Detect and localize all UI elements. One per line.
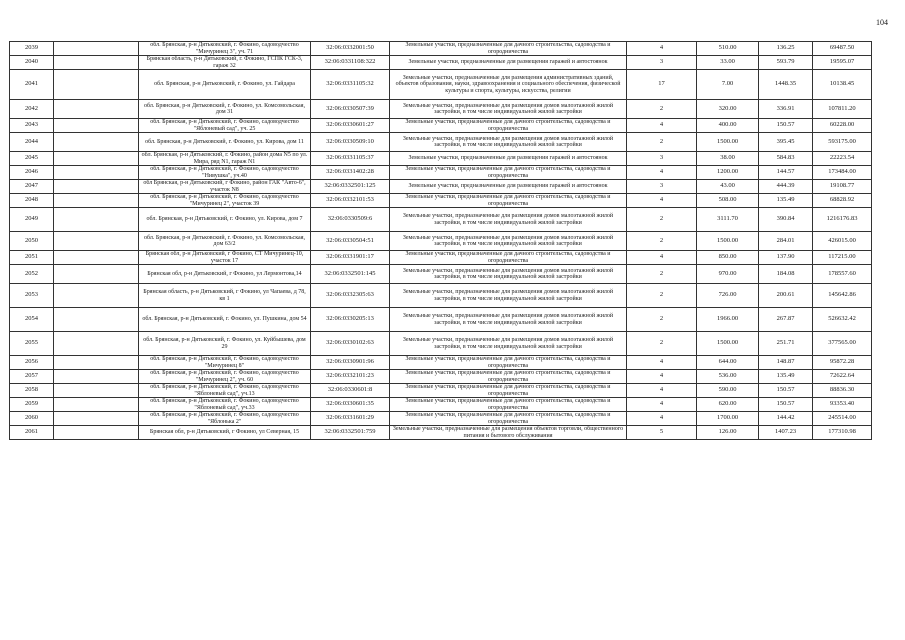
- table-row: [10, 152, 872, 166]
- blank-cell: [54, 251, 139, 265]
- blank-cell: [54, 56, 139, 70]
- unit-value-cell: 150.57: [759, 398, 813, 412]
- blank-cell: [54, 412, 139, 426]
- group-number-cell: 4: [627, 370, 697, 384]
- cadastral-value-cell: 145642.86: [813, 284, 872, 308]
- land-use-purpose-cell: Земельные участки, предназначенные для дачного строительства, садоводства и огородничества: [390, 370, 627, 384]
- cadastral-number-cell: 32:06:0330507:39: [311, 100, 390, 119]
- row-number-cell: 2047: [10, 180, 54, 194]
- cadastral-number-cell: 32:06:0330601:35: [311, 398, 390, 412]
- cadastral-value-cell: 173484.00: [813, 166, 872, 180]
- cadastral-value-cell: 107811.20: [813, 100, 872, 119]
- cadastral-number-cell: 32:06:0331601:29: [311, 412, 390, 426]
- address-cell: Брянская обл, р-н Дятьковский, г Фокино, СТ Мичуринец-10, участок 17: [139, 251, 311, 265]
- land-use-purpose-cell: Земельные участки, предназначенные для размещения домов малоэтажной жилой застройки, в том числе индивидуальной жилой застройки: [390, 308, 627, 332]
- row-number-cell: 2052: [10, 265, 54, 284]
- blank-cell: [54, 133, 139, 152]
- area-cell: 590.00: [697, 384, 759, 398]
- land-use-purpose-cell: Земельные участки, предназначенные для дачного строительства, садоводства и огородничества: [390, 166, 627, 180]
- row-number-cell: 2046: [10, 166, 54, 180]
- row-number-cell: 2056: [10, 356, 54, 370]
- address-cell: обл. Брянская, р-н Дятьковский, г. Фокино, ул. Комсомольская, дом 63/2: [139, 232, 311, 251]
- row-number-cell: 2049: [10, 208, 54, 232]
- row-number-cell: 2058: [10, 384, 54, 398]
- blank-cell: [54, 208, 139, 232]
- cadastral-number-cell: 32:06:0332501:125: [311, 180, 390, 194]
- table-row: [10, 166, 872, 180]
- address-cell: обл Брянская, р-н Дятьковский, г Фокино, район ГАК "Авто-6", участок N8: [139, 180, 311, 194]
- cadastral-value-cell: 117215.00: [813, 251, 872, 265]
- table-row: [10, 332, 872, 356]
- row-number-cell: 2053: [10, 284, 54, 308]
- unit-value-cell: 584.83: [759, 152, 813, 166]
- address-cell: обл. Брянская, р-н Дятьковский, г. Фокино, садоводчество "Яблоневый сад", уч.33: [139, 398, 311, 412]
- cadastral-value-cell: 19108.77: [813, 180, 872, 194]
- table-row: [10, 194, 872, 208]
- blank-cell: [54, 100, 139, 119]
- table-row: [10, 426, 872, 440]
- table-row: [10, 265, 872, 284]
- group-number-cell: 2: [627, 308, 697, 332]
- unit-value-cell: 150.57: [759, 384, 813, 398]
- cadastral-number-cell: 32:06:0330601:8: [311, 384, 390, 398]
- row-number-cell: 2041: [10, 70, 54, 100]
- cadastral-value-cell: 88836.30: [813, 384, 872, 398]
- group-number-cell: 2: [627, 265, 697, 284]
- unit-value-cell: 137.90: [759, 251, 813, 265]
- group-number-cell: 3: [627, 152, 697, 166]
- area-cell: 1966.00: [697, 308, 759, 332]
- blank-cell: [54, 384, 139, 398]
- cadastral-number-cell: 32:06:0330504:51: [311, 232, 390, 251]
- cadastral-number-cell: 32:06:0332101:23: [311, 370, 390, 384]
- land-use-purpose-cell: Земельные участки, предназначенные для дачного строительства, садоводства и огородничества: [390, 356, 627, 370]
- unit-value-cell: 1407.23: [759, 426, 813, 440]
- land-use-purpose-cell: Земельные участки, предназначенные для размещения домов малоэтажной жилой застройки, в том числе индивидуальной жилой застройки: [390, 265, 627, 284]
- cadastral-value-cell: 377565.00: [813, 332, 872, 356]
- cadastral-number-cell: 32:06:0331901:17: [311, 251, 390, 265]
- blank-cell: [54, 194, 139, 208]
- group-number-cell: 3: [627, 180, 697, 194]
- row-number-cell: 2059: [10, 398, 54, 412]
- cadastral-value-cell: 526632.42: [813, 308, 872, 332]
- row-number-cell: 2055: [10, 332, 54, 356]
- area-cell: 1200.00: [697, 166, 759, 180]
- group-number-cell: 4: [627, 398, 697, 412]
- table-row: [10, 180, 872, 194]
- group-number-cell: 4: [627, 119, 697, 133]
- table-row: [10, 119, 872, 133]
- land-use-purpose-cell: Земельные участки, предназначенные для дачного строительства, садоводства и огородничества: [390, 42, 627, 56]
- row-number-cell: 2040: [10, 56, 54, 70]
- table-row: [10, 384, 872, 398]
- blank-cell: [54, 180, 139, 194]
- group-number-cell: 2: [627, 232, 697, 251]
- cadastral-number-cell: 32:06:0330601:27: [311, 119, 390, 133]
- unit-value-cell: 267.87: [759, 308, 813, 332]
- cadastral-value-cell: 69487.50: [813, 42, 872, 56]
- area-cell: 320.00: [697, 100, 759, 119]
- cadastral-number-cell: 32:06:0332305:63: [311, 284, 390, 308]
- table-row: [10, 284, 872, 308]
- unit-value-cell: 135.49: [759, 194, 813, 208]
- unit-value-cell: 148.87: [759, 356, 813, 370]
- table-row: [10, 308, 872, 332]
- group-number-cell: 2: [627, 100, 697, 119]
- table-row: [10, 356, 872, 370]
- address-cell: обл. Брянская, р-н Дятьковский, г. Фокино, ул. Гайдара: [139, 70, 311, 100]
- cadastral-number-cell: 32:06:0331105:37: [311, 152, 390, 166]
- table-row: [10, 133, 872, 152]
- cadastral-value-cell: 426015.00: [813, 232, 872, 251]
- group-number-cell: 2: [627, 332, 697, 356]
- area-cell: 1500.00: [697, 232, 759, 251]
- land-use-purpose-cell: Земельные участки, предназначенные для дачного строительства, садоводства и огородничества: [390, 251, 627, 265]
- blank-cell: [54, 370, 139, 384]
- address-cell: Брянская обл, р-н Дятьковский, г Фокино, ул Северная, 15: [139, 426, 311, 440]
- land-use-purpose-cell: Земельные участки, предназначенные для размещения домов малоэтажной жилой застройки, в том числе индивидуальной жилой застройки: [390, 133, 627, 152]
- table-row: [10, 370, 872, 384]
- area-cell: 644.00: [697, 356, 759, 370]
- area-cell: 850.00: [697, 251, 759, 265]
- cadastral-value-cell: 593175.00: [813, 133, 872, 152]
- row-number-cell: 2043: [10, 119, 54, 133]
- address-cell: обл. Брянская, р-н Дятьковский, г. Фокино, ул. Куйбышева, дом 29: [139, 332, 311, 356]
- row-number-cell: 2045: [10, 152, 54, 166]
- unit-value-cell: 336.91: [759, 100, 813, 119]
- row-number-cell: 2044: [10, 133, 54, 152]
- address-cell: Брянская область, р-н Дятьковский, г Фокино, ул Чапаева, д 78, кв 1: [139, 284, 311, 308]
- address-cell: обл. Брянская, р-н Дятьковский, г. Фокино, садоводчество "Яблоневый сад", уч.13: [139, 384, 311, 398]
- cadastral-number-cell: 32:06:0332501:145: [311, 265, 390, 284]
- unit-value-cell: 444.39: [759, 180, 813, 194]
- group-number-cell: 2: [627, 284, 697, 308]
- unit-value-cell: 135.49: [759, 370, 813, 384]
- cadastral-value-table: [9, 41, 872, 440]
- area-cell: 726.00: [697, 284, 759, 308]
- blank-cell: [54, 42, 139, 56]
- cadastral-value-cell: 177310.98: [813, 426, 872, 440]
- table-row: [10, 398, 872, 412]
- unit-value-cell: 150.57: [759, 119, 813, 133]
- land-use-purpose-cell: Земельные участки, предназначенные для размещения административных зданий, объектов образования, науки, здравоохранения и социального обеспечения, физической культуры и спорта, культуры, искусства, религии: [390, 70, 627, 100]
- land-use-purpose-cell: Земельные участки, предназначенные для размещения гаражей и автостоянок: [390, 180, 627, 194]
- cadastral-value-cell: 95872.28: [813, 356, 872, 370]
- area-cell: 1500.00: [697, 332, 759, 356]
- row-number-cell: 2039: [10, 42, 54, 56]
- unit-value-cell: 284.01: [759, 232, 813, 251]
- land-use-purpose-cell: Земельные участки, предназначенные для размещения домов малоэтажной жилой застройки, в том числе индивидуальной жилой застройки: [390, 100, 627, 119]
- land-use-purpose-cell: Земельные участки, предназначенные для размещения домов малоэтажной жилой застройки, в том числе индивидуальной жилой застройки: [390, 232, 627, 251]
- area-cell: 7.00: [697, 70, 759, 100]
- unit-value-cell: 390.84: [759, 208, 813, 232]
- row-number-cell: 2057: [10, 370, 54, 384]
- land-use-purpose-cell: Земельные участки, предназначенные для размещения гаражей и автостоянок: [390, 152, 627, 166]
- page-number: 104: [876, 18, 888, 27]
- cadastral-number-cell: 32:06:0331108:322: [311, 56, 390, 70]
- cadastral-value-cell: 72622.64: [813, 370, 872, 384]
- address-cell: обл. Брянская, р-н Дятьковский, г. Фокино, садоводчество "Яблонька 2": [139, 412, 311, 426]
- blank-cell: [54, 356, 139, 370]
- land-use-purpose-cell: Земельные участки, предназначенные для дачного строительства, садоводства и огородничества: [390, 119, 627, 133]
- cadastral-number-cell: 32:06:0330205:13: [311, 308, 390, 332]
- cadastral-value-cell: 60228.00: [813, 119, 872, 133]
- table-row: [10, 412, 872, 426]
- land-use-purpose-cell: Земельные участки, предназначенные для дачного строительства, садоводства и огородничества: [390, 194, 627, 208]
- address-cell: обл. Брянская, р-н Дятьковский, г. Фокино, садоводчество "Мичуринец 8": [139, 356, 311, 370]
- table-body: [10, 42, 872, 440]
- cadastral-number-cell: 32:06:0331105:32: [311, 70, 390, 100]
- unit-value-cell: 593.79: [759, 56, 813, 70]
- row-number-cell: 2048: [10, 194, 54, 208]
- land-use-purpose-cell: Земельные участки, предназначенные для размещения домов малоэтажной жилой застройки, в том числе индивидуальной жилой застройки: [390, 284, 627, 308]
- group-number-cell: 17: [627, 70, 697, 100]
- row-number-cell: 2050: [10, 232, 54, 251]
- row-number-cell: 2061: [10, 426, 54, 440]
- address-cell: обл. Брянская, р-н Дятьковский, г. Фокино, ул. Пушкина, дом 54: [139, 308, 311, 332]
- land-use-purpose-cell: Земельные участки, предназначенные для размещения гаражей и автостоянок: [390, 56, 627, 70]
- cadastral-number-cell: 32:06:0332001:50: [311, 42, 390, 56]
- cadastral-value-cell: 93353.40: [813, 398, 872, 412]
- area-cell: 38.00: [697, 152, 759, 166]
- blank-cell: [54, 398, 139, 412]
- unit-value-cell: 144.42: [759, 412, 813, 426]
- table-row: [10, 42, 872, 56]
- area-cell: 970.00: [697, 265, 759, 284]
- cadastral-number-cell: 32:06:0330509:10: [311, 133, 390, 152]
- area-cell: 3111.70: [697, 208, 759, 232]
- address-cell: обл. Брянская, р-н Дятьковский, г. Фокино, садоводчество "Мичуринец 2", уч. 60: [139, 370, 311, 384]
- blank-cell: [54, 426, 139, 440]
- row-number-cell: 2051: [10, 251, 54, 265]
- blank-cell: [54, 265, 139, 284]
- group-number-cell: 4: [627, 384, 697, 398]
- cadastral-number-cell: 32:06:0330901:96: [311, 356, 390, 370]
- land-use-purpose-cell: Земельные участки, предназначенные для дачного строительства, садоводства и огородничества: [390, 412, 627, 426]
- blank-cell: [54, 70, 139, 100]
- blank-cell: [54, 119, 139, 133]
- group-number-cell: 4: [627, 194, 697, 208]
- address-cell: обл. Брянская, р-н Дятьковский, г. Фокино, садоводчество "Мичуринец 2", участок 39: [139, 194, 311, 208]
- table-row: [10, 100, 872, 119]
- area-cell: 620.00: [697, 398, 759, 412]
- group-number-cell: 3: [627, 56, 697, 70]
- cadastral-number-cell: 32:06:0330509:6: [311, 208, 390, 232]
- table-row: [10, 56, 872, 70]
- group-number-cell: 5: [627, 426, 697, 440]
- row-number-cell: 2042: [10, 100, 54, 119]
- cadastral-value-cell: 10138.45: [813, 70, 872, 100]
- table-row: [10, 70, 872, 100]
- blank-cell: [54, 284, 139, 308]
- area-cell: 510.00: [697, 42, 759, 56]
- blank-cell: [54, 152, 139, 166]
- land-use-purpose-cell: Земельные участки, предназначенные для размещения домов малоэтажной жилой застройки, в том числе индивидуальной жилой застройки: [390, 332, 627, 356]
- unit-value-cell: 1448.35: [759, 70, 813, 100]
- cadastral-number-cell: 32:06:0332101:53: [311, 194, 390, 208]
- unit-value-cell: 251.71: [759, 332, 813, 356]
- unit-value-cell: 395.45: [759, 133, 813, 152]
- land-use-purpose-cell: Земельные участки, предназначенные для размещения объектов торговли, общественного питания и бытового обслуживания: [390, 426, 627, 440]
- area-cell: 1500.00: [697, 133, 759, 152]
- unit-value-cell: 144.57: [759, 166, 813, 180]
- table-row: [10, 232, 872, 251]
- cadastral-number-cell: 32:06:0330102:63: [311, 332, 390, 356]
- land-use-purpose-cell: Земельные участки, предназначенные для размещения домов малоэтажной жилой застройки, в том числе индивидуальной жилой застройки: [390, 208, 627, 232]
- group-number-cell: 4: [627, 412, 697, 426]
- area-cell: 536.00: [697, 370, 759, 384]
- unit-value-cell: 136.25: [759, 42, 813, 56]
- area-cell: 1700.00: [697, 412, 759, 426]
- area-cell: 400.00: [697, 119, 759, 133]
- group-number-cell: 2: [627, 133, 697, 152]
- cadastral-value-cell: 178557.60: [813, 265, 872, 284]
- group-number-cell: 4: [627, 251, 697, 265]
- cadastral-number-cell: 32:06:0332501:759: [311, 426, 390, 440]
- blank-cell: [54, 308, 139, 332]
- address-cell: Брянская обл, р-н Дятьковский, г Фокино, ул Лермонтова,14: [139, 265, 311, 284]
- unit-value-cell: 184.08: [759, 265, 813, 284]
- address-cell: обл. Брянская, р-н Дятьковский, г. Фокино, садоводчество "Мичуринец 3", уч. 71: [139, 42, 311, 56]
- cadastral-value-cell: 1216176.83: [813, 208, 872, 232]
- group-number-cell: 2: [627, 208, 697, 232]
- address-cell: обл. Брянская, р-н Дятьковский, г. Фокино, садоводчество "Яблоневый сад", уч. 25: [139, 119, 311, 133]
- blank-cell: [54, 166, 139, 180]
- cadastral-value-cell: 19595.07: [813, 56, 872, 70]
- cadastral-number-cell: 32:06:0331402:28: [311, 166, 390, 180]
- address-cell: обл. Брянская, р-н Дятьковский, г. Фокино, садоводчество "Нивушка", уч.40: [139, 166, 311, 180]
- cadastral-value-cell: 22223.54: [813, 152, 872, 166]
- address-cell: Брянская область, р-н Дятьковский, г. Фокино, ГСПК ГСК-3, гараж 32: [139, 56, 311, 70]
- land-use-purpose-cell: Земельные участки, предназначенные для дачного строительства, садоводства и огородничества: [390, 384, 627, 398]
- blank-cell: [54, 232, 139, 251]
- address-cell: обл. Брянская, р-н Дятьковский, г. Фокино, ул. Кирова, дом 11: [139, 133, 311, 152]
- land-use-purpose-cell: Земельные участки, предназначенные для дачного строительства, садоводства и огородничества: [390, 398, 627, 412]
- cadastral-value-cell: 245514.00: [813, 412, 872, 426]
- unit-value-cell: 200.61: [759, 284, 813, 308]
- group-number-cell: 4: [627, 166, 697, 180]
- area-cell: 43.00: [697, 180, 759, 194]
- row-number-cell: 2054: [10, 308, 54, 332]
- address-cell: обл. Брянская, р-н Дятьковский, г. Фокино, ул. Кирова, дом 7: [139, 208, 311, 232]
- blank-cell: [54, 332, 139, 356]
- table-row: [10, 251, 872, 265]
- table-row: [10, 208, 872, 232]
- area-cell: 33.00: [697, 56, 759, 70]
- address-cell: обл. Брянская, р-н Дятьковский, г. Фокино, ул. Комсомольская, дом 31: [139, 100, 311, 119]
- area-cell: 126.00: [697, 426, 759, 440]
- group-number-cell: 4: [627, 42, 697, 56]
- group-number-cell: 4: [627, 356, 697, 370]
- cadastral-value-cell: 68828.92: [813, 194, 872, 208]
- address-cell: обл. Брянская, р-н Дятьковский, г. Фокино, район дома N5 по ул. Мира, ряд N1, гараж N1: [139, 152, 311, 166]
- area-cell: 508.00: [697, 194, 759, 208]
- row-number-cell: 2060: [10, 412, 54, 426]
